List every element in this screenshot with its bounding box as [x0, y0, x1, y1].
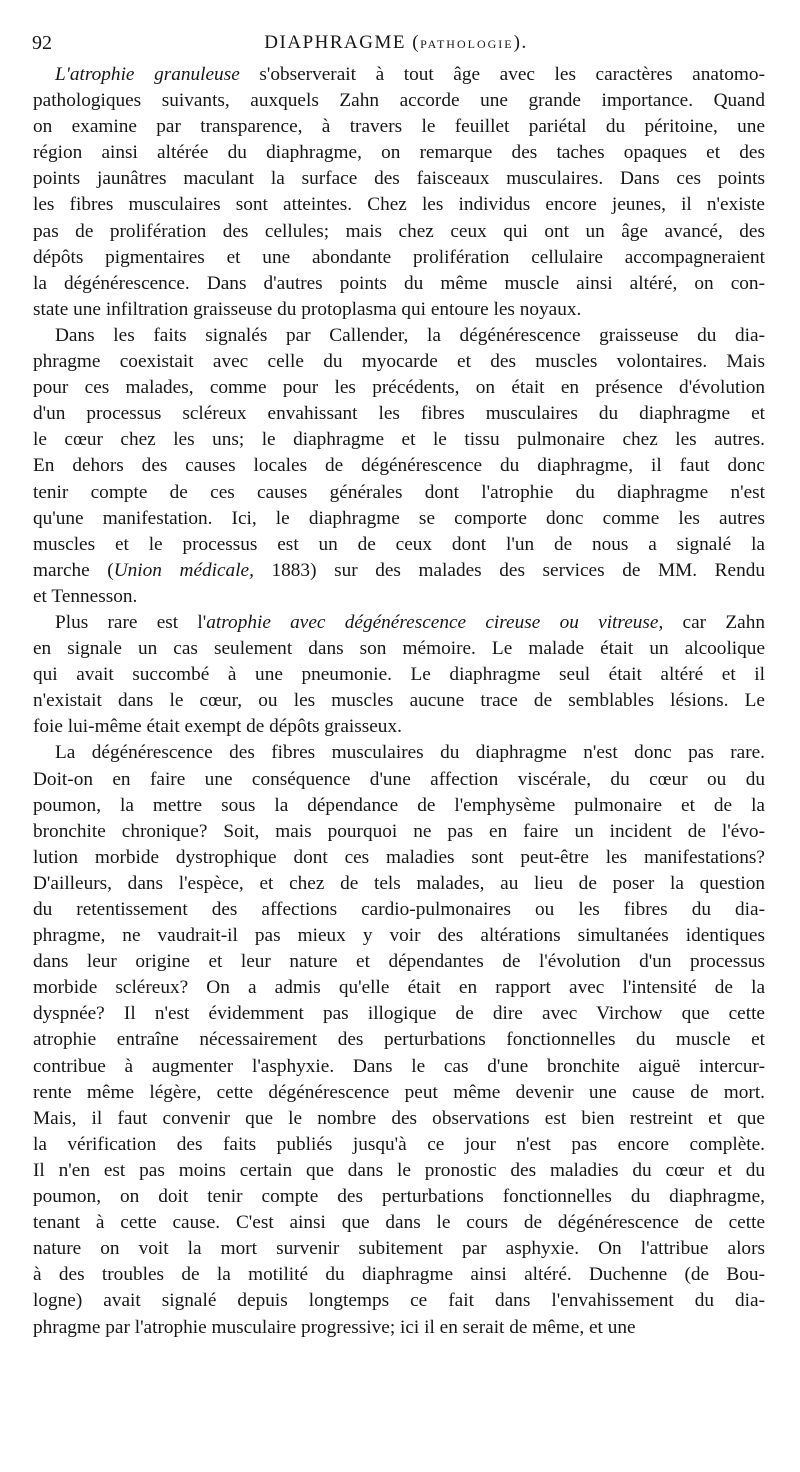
text-run: nature on voit la mort survenir subitement par asphyxie. On l'attribue alors [33, 1238, 765, 1260]
body-text [33, 62, 765, 1341]
text-run: phragme coexistait avec celle du myocarde et des muscles volontaires. Mais [33, 351, 765, 373]
running-title-sub: PATHOLOGIE [420, 37, 514, 51]
text-line [33, 1262, 765, 1288]
text-line [33, 323, 765, 349]
text-line [33, 688, 765, 714]
text-run: morbide scléreux? On a admis qu'elle était en rapport avec l'intensité de la [33, 977, 765, 999]
text-run: d'un processus scléreux envahissant les fibres musculaires du diaphragme et [33, 403, 765, 425]
text-line [33, 1315, 765, 1341]
text-line [33, 923, 765, 949]
text-line [33, 114, 765, 140]
paragraph [33, 323, 765, 610]
text-line [33, 219, 765, 245]
text-line [33, 871, 765, 897]
text-run: poumon, la mettre sous la dépendance de l'emphysème pulmonaire et de la [33, 794, 765, 816]
text-run: D'ailleurs, dans l'espèce, et chez de tels malades, au lieu de poser la question [33, 872, 765, 894]
text-line [33, 897, 765, 923]
text-line [33, 714, 765, 740]
text-run: Doit-on en faire une conséquence d'une affection viscérale, du cœur ou du [33, 768, 765, 790]
text-line [33, 140, 765, 166]
text-line [33, 845, 765, 871]
text-line [33, 427, 765, 453]
text-run: La dégénérescence des fibres musculaires du diaphragme n'est donc pas rare. [55, 742, 765, 764]
italic-text-run: Union médicale, [113, 559, 254, 581]
text-run: les fibres musculaires sont atteintes. Chez les individus encore jeunes, il n'existe [33, 194, 765, 216]
text-line [33, 480, 765, 506]
text-line [33, 297, 765, 323]
text-run: points jaunâtres maculant la surface des faisceaux musculaires. Dans ces points [33, 168, 765, 190]
text-run: s'observerait à tout âge avec les caractères anatomo- [239, 64, 765, 85]
text-line [33, 975, 765, 1001]
text-run: rente même légère, cette dégénérescence peut même devenir une cause de mort. [33, 1081, 765, 1103]
text-run: pas de prolifération des cellules; mais chez ceux qui ont un âge avancé, des [33, 220, 765, 242]
text-line [33, 1236, 765, 1262]
text-run: Il n'en est pas moins certain que dans le pronostic des maladies du cœur et du [33, 1159, 765, 1181]
text-run: foie lui-même était exempt de dépôts graisseux. [33, 716, 402, 738]
text-line [33, 819, 765, 845]
text-run: n'existait dans le cœur, ou les muscles aucune trace de semblables lésions. Le [33, 690, 765, 712]
text-line [33, 662, 765, 688]
text-line [33, 245, 765, 271]
text-line [33, 1132, 765, 1158]
page-number: 92 [32, 32, 52, 54]
running-title-paren-open: ( [412, 32, 421, 53]
text-run: on examine par transparence, à travers le feuillet pariétal du péritoine, une [33, 116, 765, 138]
text-run: phragme, ne vaudrait-il pas mieux y voir des altérations simultanées identiques [33, 925, 765, 947]
text-line [33, 558, 765, 584]
text-run: en signale un cas seulement dans son mémoire. Le malade était un alcoolique [33, 638, 765, 660]
text-line [33, 584, 765, 610]
text-run: muscles et le processus est un de ceux dont l'un de nous a signalé la [33, 533, 765, 555]
text-line [33, 506, 765, 532]
running-title-paren-close: ). [513, 32, 528, 53]
text-run: lution morbide dystrophique dont ces maladies sont peut-être les manifestations? [33, 846, 765, 868]
text-line [33, 375, 765, 401]
text-line [33, 453, 765, 479]
paragraph [33, 62, 765, 323]
text-line [33, 1210, 765, 1236]
text-line [33, 401, 765, 427]
text-run: et Tennesson. [33, 585, 138, 607]
text-run: poumon, on doit tenir compte des perturbations fonctionnelles du diaphragme, [33, 1186, 765, 1208]
text-line [33, 1184, 765, 1210]
text-run: En dehors des causes locales de dégénérescence du diaphragme, il faut donc [33, 455, 765, 477]
running-title [32, 30, 760, 57]
running-title-main: DIAPHRAGME [264, 32, 406, 53]
text-run: la dégénérescence. Dans d'autres points du même muscle ainsi altéré, on con- [33, 272, 765, 294]
text-line [33, 610, 765, 636]
paragraph [33, 740, 765, 1340]
text-run: Plus rare est l' [55, 611, 207, 633]
text-run: qu'une manifestation. Ici, le diaphragme se comporte donc comme les autres [33, 507, 765, 529]
text-run: la vérification des faits publiés jusqu'à ce jour n'est pas encore complète. [33, 1133, 765, 1155]
text-line [33, 1106, 765, 1132]
text-line [33, 767, 765, 793]
text-line [33, 1054, 765, 1080]
page-header [32, 30, 760, 56]
paragraph [33, 610, 765, 740]
text-run: à des troubles de la motilité du diaphragme ainsi altéré. Duchenne (de Bou- [33, 1264, 765, 1286]
text-line [33, 192, 765, 218]
text-run: logne) avait signalé depuis longtemps ce fait dans l'envahissement du dia- [33, 1290, 765, 1312]
text-line [33, 271, 765, 297]
text-run: tenir compte de ces causes générales dont l'atrophie du diaphragme n'est [33, 481, 765, 503]
text-line [33, 62, 765, 88]
text-line [33, 1027, 765, 1053]
text-line [33, 1288, 765, 1314]
text-line [33, 88, 765, 114]
text-line [33, 1001, 765, 1027]
text-line [33, 349, 765, 375]
text-run: contribue à augmenter l'asphyxie. Dans le cas d'une bronchite aiguë intercur- [33, 1055, 765, 1077]
text-line [33, 636, 765, 662]
text-run: marche ( [33, 559, 114, 581]
text-run: qui avait succombé à une pneumonie. Le diaphragme seul était altéré et il [33, 664, 765, 686]
text-run: pathologiques suivants, auxquels Zahn accorde une grande importance. Quand [33, 90, 765, 112]
text-run: 1883) sur des malades des services de MM. Rendu [253, 559, 765, 581]
text-run: du retentissement des affections cardio-pulmonaires ou les fibres du dia- [33, 899, 765, 920]
italic-text-run: atrophie avec dégénérescence cireuse ou vitreuse, [206, 611, 664, 633]
italic-text-run: L' [55, 64, 70, 85]
italic-text-run: atrophie granuleuse [69, 64, 240, 85]
text-run: pour ces malades, comme pour les précédents, on était en présence d'évolution [33, 377, 765, 399]
text-line [33, 532, 765, 558]
text-run: dyspnée? Il n'est évidemment pas illogique de dire avec Virchow que cette [33, 1003, 765, 1025]
text-line [33, 949, 765, 975]
text-run: le cœur chez les uns; le diaphragme et le tissu pulmonaire chez les autres. [33, 429, 765, 451]
text-run: Dans les faits signalés par Callender, la dégénérescence graisseuse du dia- [55, 324, 765, 346]
text-run: phragme par l'atrophie musculaire progressive; ici il en serait de même, et une [33, 1316, 636, 1338]
text-line [33, 166, 765, 192]
text-line [33, 1080, 765, 1106]
text-run: tenant à cette cause. C'est ainsi que dans le cours de dégénérescence de cette [33, 1212, 765, 1234]
text-run: bronchite chronique? Soit, mais pourquoi ne pas en faire un incident de l'évo- [33, 820, 765, 842]
text-run: state une infiltration graisseuse du protoplasma qui entoure les noyaux. [33, 298, 582, 320]
text-run: atrophie entraîne nécessairement des perturbations fonctionnelles du muscle et [33, 1029, 765, 1051]
text-run: dépôts pigmentaires et une abondante prolifération cellulaire accompagneraient [33, 246, 765, 268]
text-line [33, 1158, 765, 1184]
text-line [33, 740, 765, 766]
text-run: Mais, il faut convenir que le nombre des observations est bien restreint et que [33, 1107, 765, 1129]
text-run: dans leur origine et leur nature et dépendantes de l'évolution d'un processus [33, 951, 765, 973]
text-run: car Zahn [663, 611, 765, 633]
text-line [33, 793, 765, 819]
text-run: région ainsi altérée du diaphragme, on remarque des taches opaques et des [33, 142, 765, 164]
